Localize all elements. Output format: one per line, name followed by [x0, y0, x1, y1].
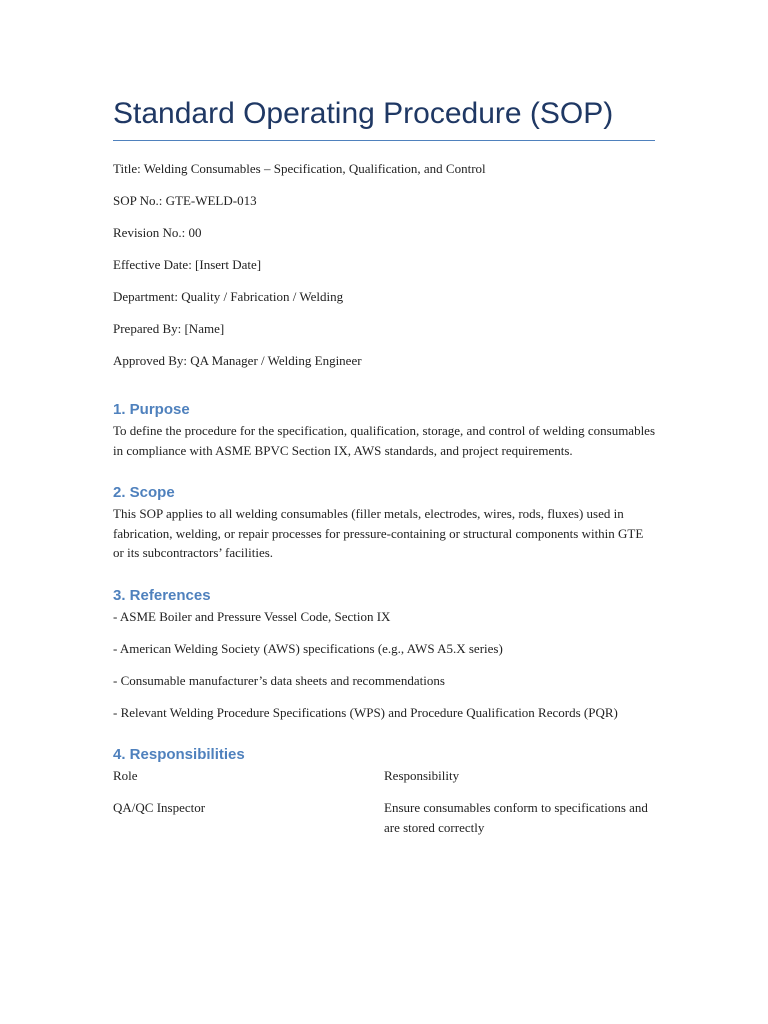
- scope-heading: 2. Scope: [113, 484, 175, 501]
- references-section: [113, 585, 655, 723]
- reference-item: - ASME Boiler and Pressure Vessel Code, Section IX: [113, 608, 391, 624]
- scope-section: [113, 482, 655, 563]
- meta-sop-number: SOP No.: GTE-WELD-013: [113, 193, 257, 208]
- meta-approved-by: Approved By: QA Manager / Welding Engineer: [113, 353, 362, 368]
- purpose-text: To define the procedure for the specification, qualification, storage, and control of welding consumables in compliance with ASME BPVC Section IX, AWS standards, and project requirements.: [113, 423, 656, 458]
- meta-prepared-by: Prepared By: [Name]: [113, 321, 225, 336]
- responsibilities-table: [113, 766, 655, 850]
- purpose-section: [113, 399, 655, 460]
- scope-text: This SOP applies to all welding consumables (filler metals, electrodes, wires, rods, fluxes) used in fabrication, welding, or repair processes for pressure-containing or structural components within GTE or its subcontractors’ facilities.: [113, 506, 644, 560]
- column-header-role: Role: [113, 768, 138, 783]
- reference-item: - Consumable manufacturer’s data sheets and recommendations: [113, 672, 445, 688]
- column-header-responsibility: Responsibility: [384, 768, 460, 783]
- reference-item: - Relevant Welding Procedure Specifications (WPS) and Procedure Qualification Records (PQR): [113, 704, 618, 720]
- table-row: [113, 798, 655, 850]
- metadata-block: [113, 159, 655, 370]
- responsibilities-section: [113, 744, 655, 850]
- meta-revision: Revision No.: 00: [113, 225, 202, 240]
- table-header-row: [113, 766, 655, 798]
- table-cell-responsibility: Ensure consumables conform to specifications and are stored correctly: [384, 800, 648, 835]
- meta-title: Title: Welding Consumables – Specification, Qualification, and Control: [113, 161, 486, 176]
- meta-effective-date: Effective Date: [Insert Date]: [113, 257, 262, 272]
- meta-department: Department: Quality / Fabrication / Welding: [113, 289, 344, 304]
- purpose-heading: 1. Purpose: [113, 401, 190, 418]
- table-cell-role: QA/QC Inspector: [113, 800, 206, 815]
- responsibilities-heading: 4. Responsibilities: [113, 746, 245, 763]
- references-heading: 3. References: [113, 586, 211, 604]
- document-page: [113, 92, 655, 850]
- document-title: Standard Operating Procedure (SOP): [113, 92, 655, 141]
- reference-item: - American Welding Society (AWS) specifications (e.g., AWS A5.X series): [113, 640, 503, 656]
